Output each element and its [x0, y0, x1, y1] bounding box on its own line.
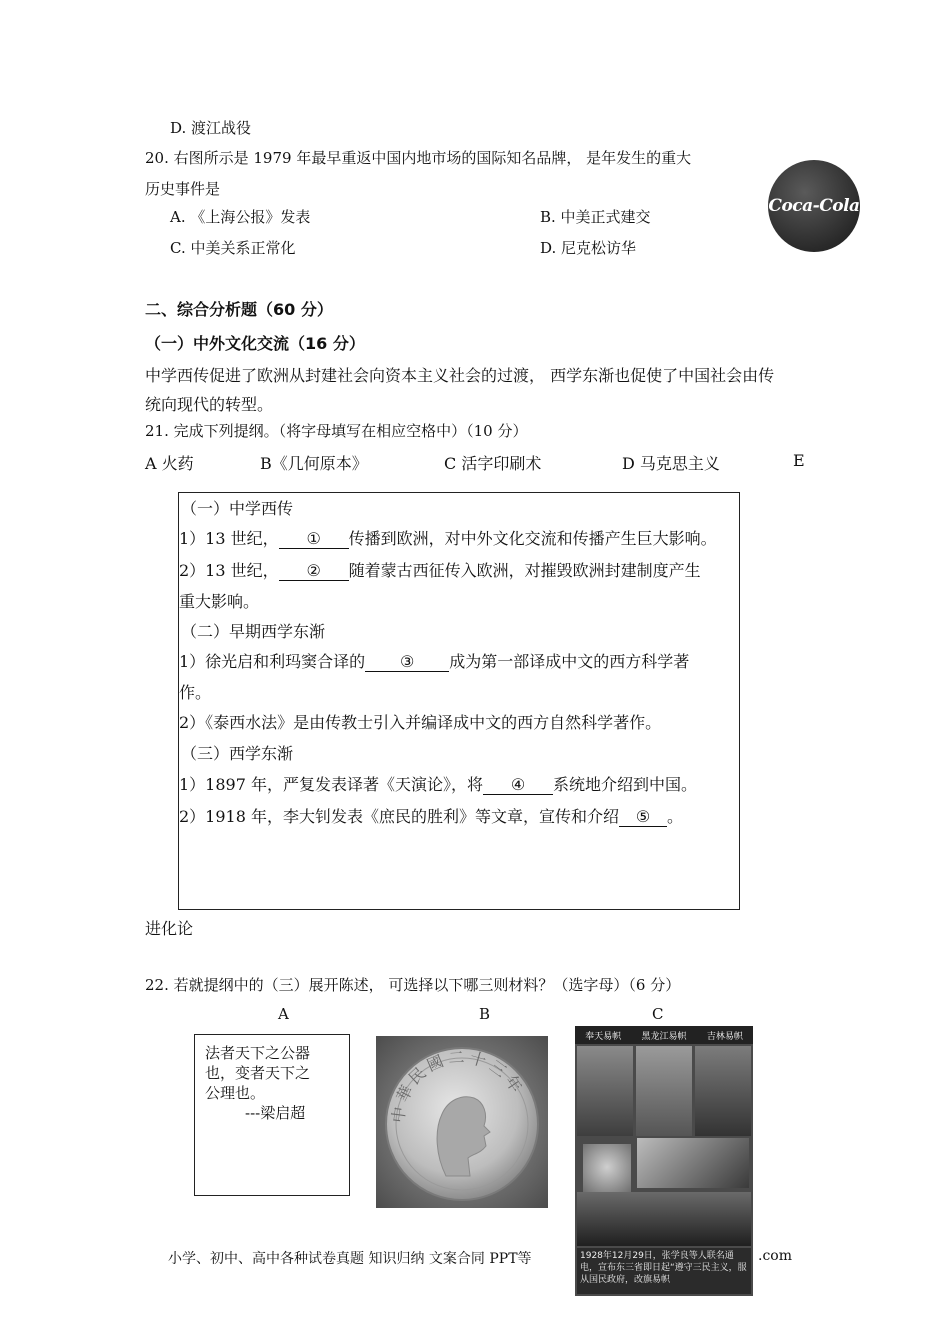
outline-box [178, 492, 740, 910]
q21-choice-d: D 马克思主义 [622, 454, 720, 473]
q20-option-c: C. 中美关系正常化 [170, 239, 296, 257]
collage-photo-2 [636, 1046, 692, 1136]
blank-2[interactable]: ② [279, 562, 349, 581]
quote-line-3: 公理也。 [205, 1084, 266, 1102]
q21-choice-b: B《几何原本》 [260, 454, 368, 473]
collage-photo-3 [695, 1046, 751, 1136]
q22-stem: 22. 若就提纲中的（三）展开陈述， 可选择以下哪三则材料？（选字母）（6 分） [145, 976, 681, 994]
collage-photo-1 [577, 1046, 633, 1136]
coin-inscription: 中華民國二十三年 [388, 1047, 529, 1124]
outline-line-2-cont: 重大影响。 [179, 592, 260, 611]
quote-author: ---梁启超 [245, 1104, 306, 1122]
collage-header-3: 吉林易帜 [706, 1031, 743, 1042]
collage-header [575, 1026, 753, 1044]
blank-3[interactable]: ③ [365, 653, 449, 672]
outline-line-4: 2）《泰西水法》是由传教士引入并编译成中文的西方自然科学著作。 [179, 713, 662, 732]
footer-left: 小学、初中、高中各种试卷真题 知识归纳 文案合同 PPT等 [168, 1251, 532, 1267]
q20-option-b: B. 中美正式建交 [540, 208, 651, 226]
q21-stem: 21. 完成下列提纲。（将字母填写在相应空格中）（10 分） [145, 422, 528, 440]
collage-caption: 1928年12月29日，张学良等人联名通电，宣布东三省即日起“遵守三民主义，服从国民政府，改旗易帜 [577, 1248, 751, 1294]
footer-right: .com [758, 1248, 792, 1264]
q20-stem-line1: 20. 右图所示是 1979 年最早重返中国内地市场的国际知名品牌， 是年发生的重大 [145, 149, 692, 167]
section2-intro-line2: 统向现代的转型。 [145, 395, 274, 414]
outline-line-5: 1）1897 年，严复发表译著《天演论》，将 ④ 系统地介绍到中国。 [179, 775, 698, 794]
collage-header-1: 奉天易帜 [585, 1031, 622, 1042]
blank-5[interactable]: ⑤ [619, 808, 667, 827]
part1-title: （一）中外文化交流（16 分） [145, 334, 365, 353]
collage-flag-photo [637, 1138, 749, 1188]
quote-line-1: 法者天下之公器 [205, 1044, 311, 1062]
material-b-label: B [479, 1005, 491, 1023]
section2-title: 二、综合分析题（60 分） [145, 300, 333, 319]
section2-intro-line1: 中学西传促进了欧洲从封建社会向资本主义社会的过渡， 西学东渐也促使了中国社会由传 [145, 366, 775, 385]
outline-line-6: 2）1918 年，李大钊发表《庶民的胜利》等文章，宣传和介绍 ⑤ 。 [179, 807, 684, 826]
outline-heading-2: （二）早期西学东渐 [181, 622, 326, 641]
coca-cola-logo-text: Coca-Cola [768, 196, 860, 216]
q20-option-a: A. 《上海公报》发表 [170, 208, 311, 226]
outline-line-1: 1）13 世纪， ① 传播到欧洲，对中外文化交流和传播产生巨大影响。 [179, 529, 717, 548]
q20-option-d: D. 尼克松访华 [540, 239, 637, 257]
material-a-quote [194, 1034, 350, 1196]
q21-choice-e: E [793, 451, 805, 470]
outline-heading-1: （一）中学西传 [181, 499, 294, 518]
material-a-label: A [278, 1005, 289, 1023]
material-c-collage [575, 1026, 753, 1296]
blank-4[interactable]: ④ [483, 776, 553, 795]
footer-text [168, 1248, 532, 1268]
coca-cola-logo-icon [768, 160, 860, 252]
q19-option-d: D. 渡江战役 [170, 119, 252, 137]
collage-crowd-photo [577, 1192, 751, 1246]
q21-choice-e-overflow: 进化论 [145, 919, 194, 938]
q20-stem-line2: 历史事件是 [145, 180, 221, 198]
material-b-coin-photo [376, 1036, 548, 1208]
outline-line-2: 2）13 世纪， ② 随着蒙古西征传入欧洲，对摧毁欧洲封建制度产生 [179, 561, 701, 580]
q21-choice-c: C 活字印刷术 [444, 454, 542, 473]
collage-header-2: 黑龙江易帜 [641, 1031, 687, 1042]
outline-heading-3: （三）西学东渐 [181, 744, 294, 763]
outline-line-3: 1）徐光启和利玛窦合译的 ③ 成为第一部译成中文的西方科学著 [179, 652, 690, 671]
quote-line-2: 也，变者天下之 [205, 1064, 311, 1082]
q21-choice-a: A 火药 [145, 454, 194, 473]
blank-1[interactable]: ① [279, 530, 349, 549]
material-c-label: C [652, 1005, 664, 1023]
outline-line-3-cont: 作。 [179, 683, 212, 702]
coin-image [376, 1036, 548, 1208]
